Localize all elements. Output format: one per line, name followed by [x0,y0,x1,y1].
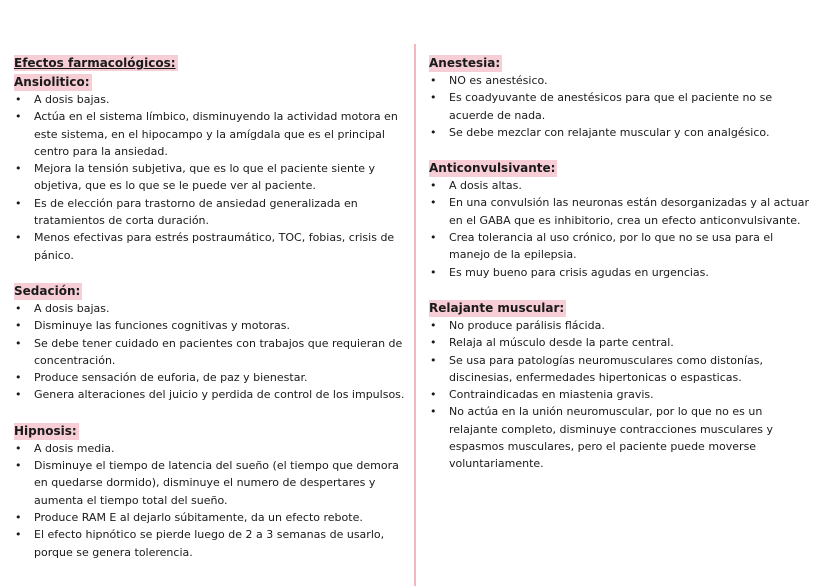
list-item: • Disminuye el tiempo de latencia del sueño (el tiempo que demora en quedarse dormido), disminuye el numero de despertares y aumenta el tiempo total del sueño. [14,457,406,509]
list-item: • Contraindicadas en miastenia gravis. [429,386,813,403]
section-sedacion [14,280,406,404]
list-item: • Es de elección para trastorno de ansiedad generalizada en tratamientos de corta duración. [14,195,406,230]
section-heading: Ansiolitico: [14,75,90,89]
list-item: • A dosis altas. [429,177,813,194]
bullet-list [429,72,813,141]
list-item: • Disminuye las funciones cognitivas y motoras. [14,317,406,334]
bullet-list [14,91,406,264]
list-item: • En una convulsión las neuronas están desorganizadas y al actuar en el GABA que es inhibitorio, crea un efecto anticonvulsivante. [429,194,813,229]
list-item: • No produce parálisis flácida. [429,317,813,334]
list-item: • Se usa para patologías neuromusculares como distonías, discinesias, enfermedades hipertonicas o espasticas. [429,352,813,387]
list-item: • Se debe mezclar con relajante muscular y con analgésico. [429,124,813,141]
list-item: • Produce sensación de euforia, de paz y bienestar. [14,369,406,386]
section-heading: Hipnosis: [14,423,77,438]
bullet-list [429,317,813,473]
list-item: • A dosis bajas. [14,91,406,108]
section-heading: Anticonvulsivante: [429,161,556,176]
section-heading: Sedación: [14,283,81,298]
section-hipnosis [14,420,406,561]
list-item: • Relaja al músculo desde la parte central. [429,334,813,351]
section-heading: Anestesia: [429,56,501,70]
list-item: • Crea tolerancia al uso crónico, por lo que no se usa para el manejo de la epilepsia. [429,229,813,264]
bullet-list [14,300,406,404]
list-item: • El efecto hipnótico se pierde luego de 2 a 3 semanas de usarlo, porque se genera tolerencia. [14,526,406,561]
list-item: • Es muy bueno para crisis agudas en urgencias. [429,264,813,281]
bullet-list [14,440,406,561]
list-item: • Menos efectivas para estrés postraumático, TOC, fobias, crisis de pánico. [14,229,406,264]
list-item: • Actúa en el sistema límbico, disminuyendo la actividad motora en este sistema, en el hipocampo y la amígdala que es el principal centro para la ansiedad. [14,108,406,160]
section-heading: Relajante muscular: [429,300,565,315]
list-item: • NO es anestésico. [429,72,813,89]
section-anestesia [429,52,813,141]
list-item: • Mejora la tensión subjetiva, que es lo que el paciente siente y objetiva, que es lo que se le puede ver al paciente. [14,160,406,195]
page-title: Efectos farmacológicos: [14,56,176,70]
section-relajante-muscular [429,297,813,473]
section-ansiolitico [14,71,406,264]
left-column [14,52,406,577]
bullet-list [429,177,813,281]
list-item: • Genera alteraciones del juicio y perdida de control de los impulsos. [14,386,406,403]
list-item: • Produce RAM E al dejarlo súbitamente, da un efecto rebote. [14,509,406,526]
list-item: • Se debe tener cuidado en pacientes con trabajos que requieran de concentración. [14,335,406,370]
column-divider [414,44,416,586]
list-item: • Es coadyuvante de anestésicos para que el paciente no se acuerde de nada. [429,89,813,124]
list-item: • A dosis bajas. [14,300,406,317]
list-item: • No actúa en la unión neuromuscular, por lo que no es un relajante completo, disminuye contracciones musculares y espasmos musculares, pero el paciente puede moverse voluntariamente. [429,403,813,472]
right-column [429,52,813,489]
section-anticonvulsivante [429,157,813,281]
list-item: • A dosis media. [14,440,406,457]
